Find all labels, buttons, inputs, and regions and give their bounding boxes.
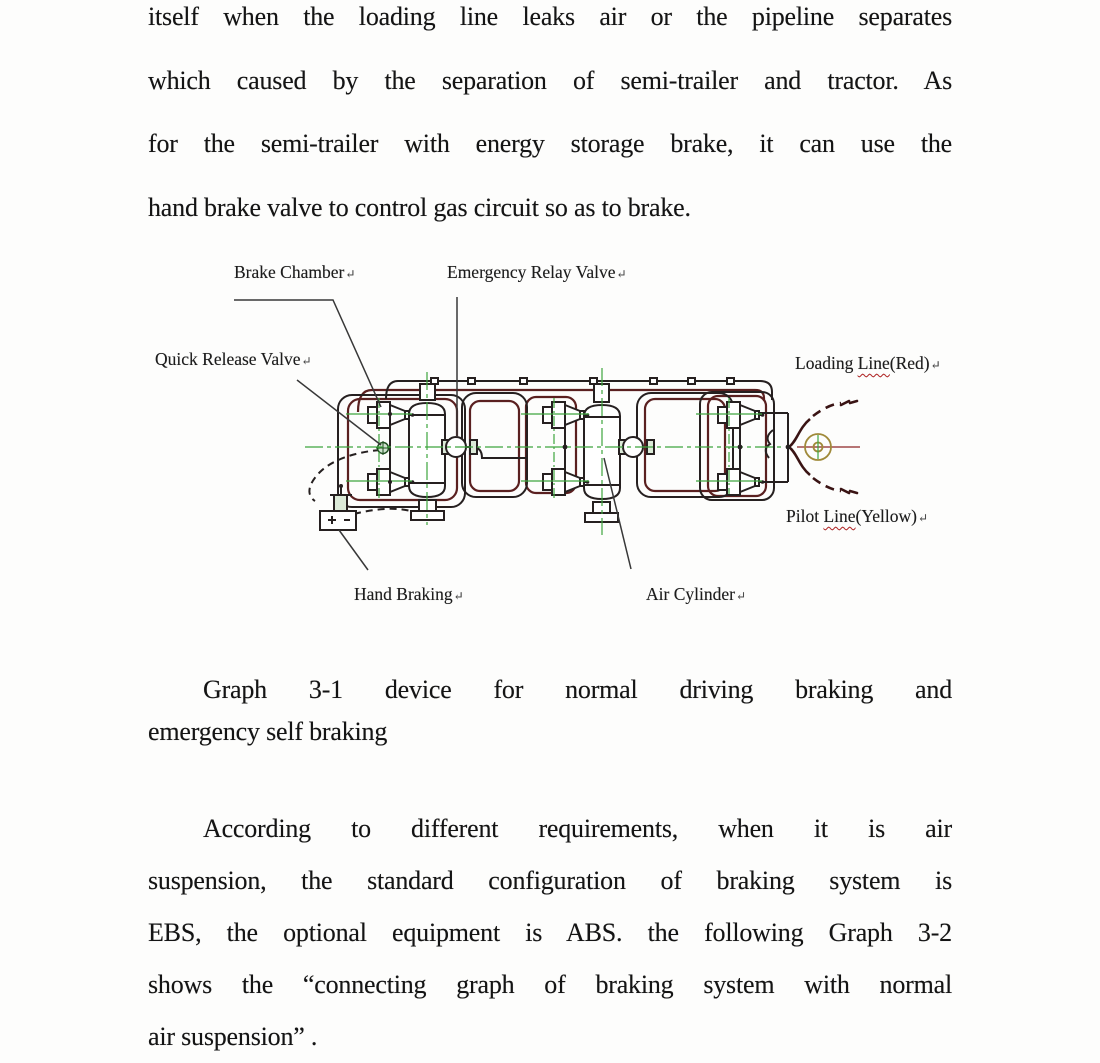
brake-chamber-symbol <box>718 402 764 428</box>
text-line: Graph 3-1 device for normal driving braking and <box>203 675 952 704</box>
label-text: Loading <box>795 353 858 373</box>
label-hand-braking <box>354 584 464 606</box>
air-cylinder-tank-2 <box>584 405 620 499</box>
paragraph-intro <box>148 0 952 239</box>
emergency-relay-valve-symbol <box>442 437 477 457</box>
relay-valve-symbol-2 <box>619 437 654 457</box>
text-line: EBS, the optional equipment is ABS. the following Graph 3-2 <box>148 918 952 947</box>
pipe-junctions <box>388 412 790 484</box>
brake-chamber-symbol <box>368 402 414 428</box>
air-cylinder-tank-1 <box>409 403 445 497</box>
hand-brake-valve <box>320 484 356 530</box>
label-quick-release-valve <box>155 349 312 371</box>
brake-chamber-symbol <box>368 469 414 495</box>
text-line: shows the “connecting graph of braking system with normal <box>148 970 952 999</box>
label-text: Emergency Relay Valve <box>447 262 616 282</box>
label-emergency-relay-valve <box>447 262 627 284</box>
label-pilot-line <box>786 506 928 528</box>
coupling-fork <box>789 401 857 493</box>
text-line: for the semi-trailer with energy storage brake, it can use the <box>148 129 952 158</box>
chamber-mounting-lines <box>390 404 740 492</box>
brake-chamber-symbol <box>543 402 589 428</box>
label-text-misspelled: Line <box>857 353 890 373</box>
return-mark: ↵ <box>453 589 464 603</box>
text-line: air suspension” . <box>148 1022 318 1051</box>
label-text: (Yellow) <box>855 506 917 526</box>
paragraph-requirements <box>148 803 952 1063</box>
return-mark: ↵ <box>917 511 929 525</box>
centerlines <box>305 368 785 535</box>
text-line: hand brake valve to control gas circuit so as to brake. <box>148 192 691 222</box>
label-text: Quick Release Valve <box>155 349 301 369</box>
text-line: suspension, the standard configuration of braking system is <box>148 866 952 895</box>
figure-caption <box>148 669 952 753</box>
return-mark: ↵ <box>345 267 356 281</box>
return-mark: ↵ <box>616 267 627 281</box>
label-air-cylinder <box>646 584 746 606</box>
text-line: itself when the loading line leaks air or the pipeline separates <box>148 2 952 31</box>
pipe-fittings <box>431 378 734 384</box>
text-line: which caused by the separation of semi-trailer and tractor. As <box>148 65 952 95</box>
piping-black <box>309 378 788 514</box>
label-brake-chamber <box>234 262 355 284</box>
brake-chamber-symbol <box>543 469 589 495</box>
return-mark: ↵ <box>930 358 941 372</box>
label-text-misspelled: Line <box>823 506 856 526</box>
label-text: Air Cylinder <box>646 584 735 604</box>
label-text: Hand Braking <box>354 584 453 604</box>
leader-lines <box>234 297 631 570</box>
coupling-head <box>797 434 860 460</box>
quick-release-valve-symbol <box>376 441 390 455</box>
text-line: According to different requirements, when it is air <box>203 814 952 843</box>
return-mark: ↵ <box>735 589 747 603</box>
label-loading-line <box>795 353 941 375</box>
brake-chamber-symbol <box>718 469 764 495</box>
text-line: emergency self braking <box>148 717 388 746</box>
return-mark: ↵ <box>301 354 312 368</box>
label-text: Pilot <box>786 506 824 526</box>
label-text: (Red) <box>889 353 930 373</box>
tank-necks <box>411 384 618 522</box>
label-text: Brake Chamber <box>234 262 345 282</box>
piping-red <box>348 390 766 500</box>
